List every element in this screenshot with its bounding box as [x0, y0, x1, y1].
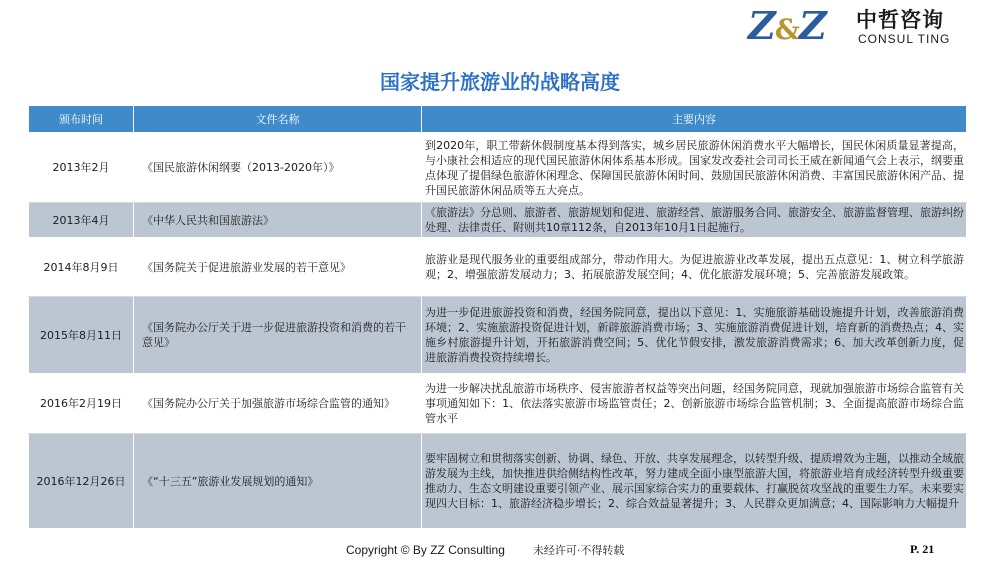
page-number: P. 21 [910, 542, 935, 556]
row-content: 旅游业是现代服务业的重要组成部分，带动作用大。为促进旅游业改革发展，提出五点意见：1、树立科学旅游观；2、增强旅游发展动力；3、拓展旅游发展空间；4、优化旅游发展环境；5、完善旅游发展政策。 [422, 238, 967, 297]
row-document: 《国民旅游休闲纲要（2013-2020年）》 [134, 133, 422, 203]
footer-notice: 未经许可·不得转载 [532, 544, 625, 557]
row-date: 2016年12月26日 [29, 434, 134, 529]
row-date: 2016年2月19日 [29, 374, 134, 434]
row-content: 《旅游法》分总则、旅游者、旅游规划和促进、旅游经营、旅游服务合同、旅游安全、旅游监督管理、旅游纠纷处理、法律责任、附则共10章112条，自2013年10月1日起施行。 [422, 203, 967, 238]
row-content: 为进一步解决扰乱旅游市场秩序、侵害旅游者权益等突出问题，经国务院同意，现就加强旅游市场综合监管有关事项通知如下：1、依法落实旅游市场监管责任；2、创新旅游市场综合监管机制；3、全面提高旅游市场综合监管水平 [422, 374, 967, 434]
table-row [29, 374, 967, 434]
logo-mark: Z&Z [748, 3, 826, 48]
row-document: 《中华人民共和国旅游法》 [134, 203, 422, 238]
row-document: 《“十三五”旅游业发展规划的通知》 [134, 434, 422, 529]
row-date: 2013年4月 [29, 203, 134, 238]
row-content: 到2020年，职工带薪休假制度基本得到落实，城乡居民旅游休闲消费水平大幅增长，国民休闲质量显著提高，与小康社会相适应的现代国民旅游休闲体系基本形成。国家发改委社会司司长王威在新闻通气会上表示，纲要重点体现了提倡绿色旅游休闲理念、保障国民旅游休闲时间、鼓励国民旅游休闲消费、丰富国民旅游休闲产品、提升国民旅游休闲品质等五大亮点。 [422, 133, 967, 203]
page-title: 国家提升旅游业的战略高度 [380, 70, 620, 94]
table-row [29, 238, 967, 297]
row-content: 要牢固树立和贯彻落实创新、协调、绿色、开放、共享发展理念，以转型升级、提质增效为主题，以推动全域旅游发展为主线，加快推进供给侧结构性改革，努力建成全面小康型旅游大国，将旅游业培育成经济转型升级重要推动力、生态文明建设重要引领产业、展示国家综合实力的重要载体、打赢脱贫攻坚战的重要生力军。未来要实现四大目标：1、旅游经济稳步增长；2、综合效益显著提升；3、人民群众更加满意；4、国际影响力大幅提升 [422, 434, 967, 529]
table-header-row [29, 106, 967, 133]
table-row [29, 434, 967, 529]
header-date: 颁布时间 [29, 106, 134, 133]
header-document: 文件名称 [134, 106, 422, 133]
row-document: 《国务院办公厅关于加强旅游市场综合监管的通知》 [134, 374, 422, 434]
header-content: 主要内容 [422, 106, 967, 133]
row-content: 为进一步促进旅游投资和消费，经国务院同意，提出以下意见：1、实施旅游基础设施提升计划，改善旅游消费环境；2、实施旅游投资促进计划，新辟旅游消费市场；3、实施旅游消费促进计划，培育新的消费热点；4、实施乡村旅游提升计划，开拓旅游消费空间；5、优化节假安排，激发旅游消费需求；6、加大改革创新力度，促进旅游消费投资持续增长。 [422, 297, 967, 374]
row-date: 2013年2月 [29, 133, 134, 203]
policy-table [28, 105, 966, 529]
row-date: 2015年8月11日 [29, 297, 134, 374]
row-date: 2014年8月9日 [29, 238, 134, 297]
table-row [29, 133, 967, 203]
row-document: 《国务院关于促进旅游业发展的若干意见》 [134, 238, 422, 297]
logo-company-name-cn: 中哲咨询 [856, 8, 944, 32]
logo-company-name-en: CONSUL TING [858, 32, 951, 46]
row-document: 《国务院办公厅关于进一步促进旅游投资和消费的若干意见》 [134, 297, 422, 374]
table-row [29, 203, 967, 238]
footer-copyright: Copyright © By ZZ Consulting [346, 543, 505, 557]
footer [346, 542, 624, 558]
table-row [29, 297, 967, 374]
